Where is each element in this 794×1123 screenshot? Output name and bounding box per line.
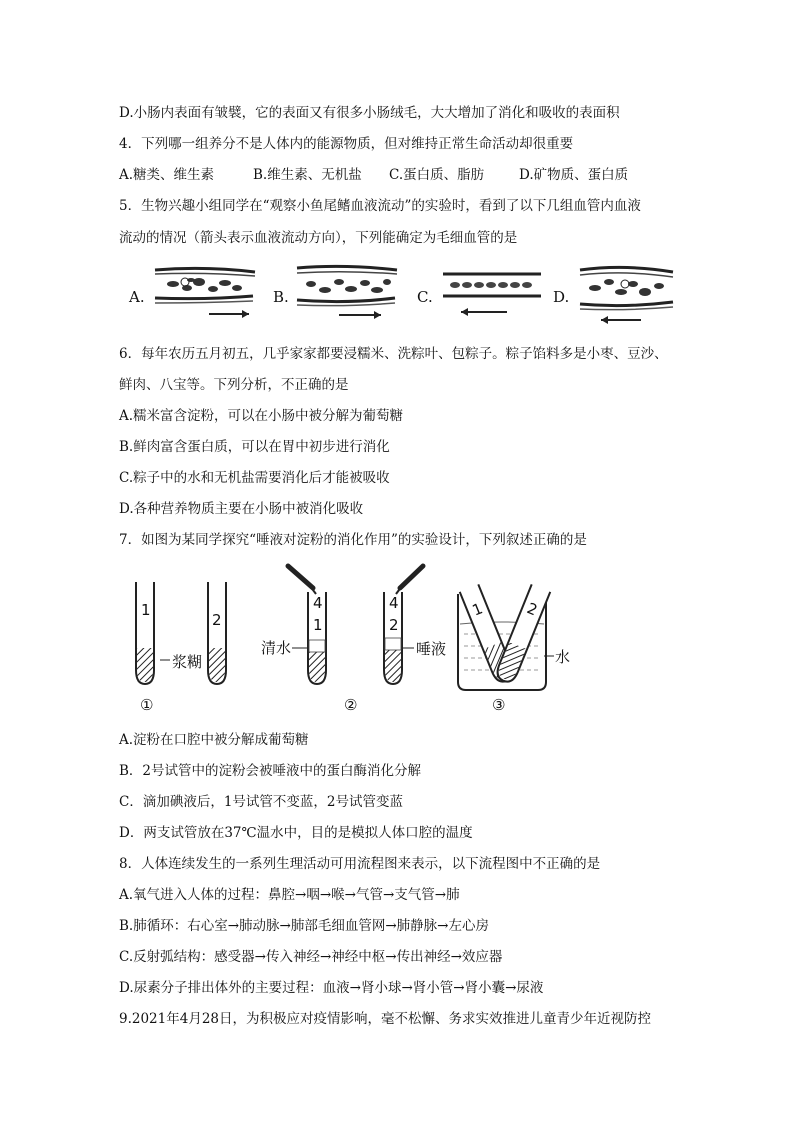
vessel-b[interactable] <box>273 266 397 319</box>
step-2-number: ② <box>344 696 358 714</box>
q3-option-d: D.小肠内表面有皱襞，它的表面又有很多小肠绒毛，大大增加了消化和吸收的表面积 <box>119 105 620 121</box>
step-3-beaker <box>458 584 570 714</box>
vessel-d-label: D. <box>553 288 570 306</box>
q9-stem: 9.2021年4月28日，为积极应对疫情影响，毫不松懈、务求实效推进儿童青少年近视防控 <box>119 1011 652 1027</box>
vessel-b-label: B. <box>273 288 289 306</box>
q7-option-d[interactable]: D．两支试管放在37℃温水中，目的是模拟人体口腔的温度 <box>119 825 473 841</box>
step-2-tubes <box>261 566 446 714</box>
q8-option-d[interactable]: D.尿素分子排出体外的主要过程：血液→肾小球→肾小管→肾小囊→尿液 <box>119 980 544 996</box>
tube-1-step3-label: 1 <box>469 599 486 620</box>
q4-option-c[interactable]: C.蛋白质、脂肪 <box>389 167 485 183</box>
saliva-label: 唾液 <box>416 640 447 658</box>
saliva-experiment-figure <box>118 560 571 720</box>
tube-1-step2-label: 1 <box>313 616 323 634</box>
q6-stem-1: 6．每年农历五月初五，几乎家家都要浸糯米、洗粽叶、包粽子。粽子馅料多是小枣、豆沙、 <box>119 346 668 362</box>
vessel-a-label: A. <box>129 288 145 306</box>
q7-option-a[interactable]: A.淀粉在口腔中被分解成葡萄糖 <box>119 732 309 748</box>
water-label: 水 <box>555 648 571 666</box>
q8-option-c[interactable]: C.反射弧结构：感受器→传入神经→神经中枢→传出神经→效应器 <box>119 949 503 965</box>
tube-1-label: 1 <box>141 601 151 619</box>
tube-2-step2-label: 2 <box>389 616 399 634</box>
q7-option-c[interactable]: C．滴加碘液后，1号试管不变蓝，2号试管变蓝 <box>119 794 404 810</box>
step-3-number: ③ <box>492 696 506 714</box>
q6-option-a[interactable]: A.糯米富含淀粉，可以在小肠中被分解为葡萄糖 <box>119 408 404 424</box>
vessel-c[interactable] <box>417 274 541 316</box>
paste-label: 浆糊 <box>172 653 203 671</box>
q8-stem: 8．人体连续发生的一系列生理活动可用流程图来表示，以下流程图中不正确的是 <box>119 856 601 872</box>
q7-stem: 7．如图为某同学探究“唾液对淀粉的消化作用”的实验设计，下列叙述正确的是 <box>119 532 587 548</box>
q6-stem-2: 鲜肉、八宝等。下列分析，不正确的是 <box>119 377 349 393</box>
q4-options <box>119 165 628 185</box>
q4-stem: 4．下列哪一组养分不是人体内的能源物质，但对维持正常生命活动却很重要 <box>119 136 574 152</box>
tube-2-label: 2 <box>212 611 222 629</box>
vessel-c-label: C. <box>417 288 433 306</box>
clear-water-label: 清水 <box>261 639 292 657</box>
q6-option-d[interactable]: D.各种营养物质主要在小肠中被消化吸收 <box>119 501 364 517</box>
blood-flow-figure <box>125 262 685 332</box>
q6-option-b[interactable]: B.鲜肉富含蛋白质，可以在胃中初步进行消化 <box>119 439 390 455</box>
vessel-a[interactable] <box>128 268 255 318</box>
tube-2-step3-label: 2 <box>524 599 540 620</box>
dropper-2-label: 4 <box>389 594 399 612</box>
vessel-d[interactable] <box>553 267 673 324</box>
q8-option-a[interactable]: A.氧气进入人体的过程：鼻腔→咽→喉→气管→支气管→肺 <box>119 887 460 903</box>
q8-option-b[interactable]: B.肺循环：右心室→肺动脉→肺部毛细血管网→肺静脉→左心房 <box>119 918 489 934</box>
q4-option-b[interactable]: B.维生素、无机盐 <box>253 167 362 183</box>
step-1-tubes <box>136 582 226 714</box>
q6-option-c[interactable]: C.粽子中的水和无机盐需要消化后才能被吸收 <box>119 470 390 486</box>
q4-option-d[interactable]: D.矿物质、蛋白质 <box>519 167 629 183</box>
dropper-1-label: 4 <box>313 594 323 612</box>
q5-stem-2: 流动的情况（箭头表示血液流动方向），下列能确定为毛细血管的是 <box>119 230 518 246</box>
q5-stem-1: 5．生物兴趣小组同学在“观察小鱼尾鳍血液流动”的实验时，看到了以下几组血管内血液 <box>119 198 641 214</box>
step-1-number: ① <box>140 696 154 714</box>
q7-option-b[interactable]: B．2号试管中的淀粉会被唾液中的蛋白酶消化分解 <box>119 763 422 779</box>
q4-option-a[interactable]: A.糖类、维生素 <box>119 167 215 183</box>
